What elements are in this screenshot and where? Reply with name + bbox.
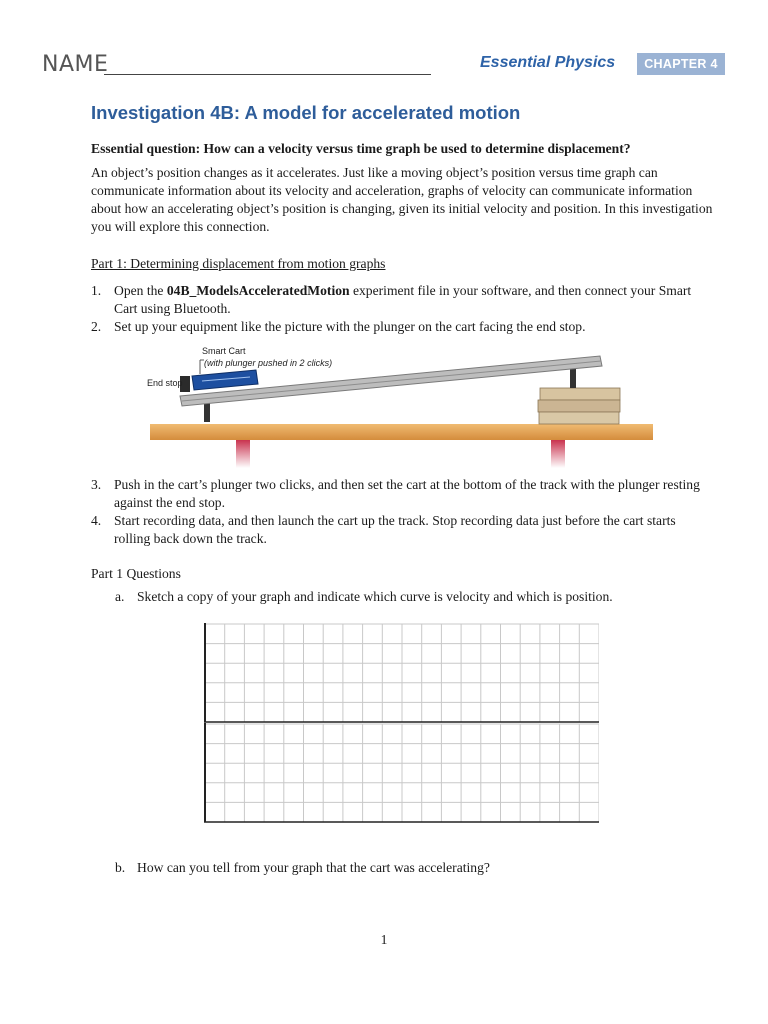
name-line — [104, 74, 431, 75]
part1-questions-heading: Part 1 Questions — [91, 566, 181, 581]
step-text: Start recording data, and then launch the cart up the track. Stop recording data just before the cart starts rolling back down the track. — [114, 513, 676, 546]
part1-heading: Part 1: Determining displacement from motion graphs — [91, 256, 386, 271]
smart-cart — [192, 370, 258, 390]
table-leg — [551, 440, 565, 468]
essential-question: Essential question: How can a velocity versus time graph be used to determine displacement? — [91, 141, 631, 156]
step-text: Push in the cart’s plunger two clicks, and then set the cart at the bottom of the track with the plunger resting against the end stop. — [114, 477, 700, 510]
table-top — [150, 424, 653, 440]
question-text: How can you tell from your graph that the cart was accelerating? — [137, 860, 490, 875]
track-support — [570, 368, 576, 388]
step-text: Set up your equipment like the picture with the plunger on the cart facing the end stop. — [114, 319, 586, 334]
step-number: 1. — [91, 283, 102, 298]
brand-title: Essential Physics — [480, 54, 616, 71]
chapter-badge: CHAPTER 4 — [637, 53, 725, 75]
table-leg — [236, 440, 250, 468]
question-letter: b. — [115, 860, 126, 875]
sketch-grid-upper[interactable] — [203, 623, 599, 725]
name-label: NAME — [42, 52, 109, 77]
step-number: 4. — [91, 513, 102, 528]
end-stop-label: End stop — [147, 378, 183, 388]
question-letter: a. — [115, 589, 125, 604]
cart-label: Smart Cart — [202, 346, 246, 356]
step-text: Open the 04B_ModelsAcceleratedMotion experiment file in your software, and then connect your Smart Cart using Bluetooth. — [114, 283, 692, 316]
page-title: Investigation 4B: A model for accelerated motion — [91, 102, 521, 123]
books-stack — [538, 388, 620, 424]
intro-paragraph: An object’s position changes as it accelerates. Just like a moving object’s position versus time graph can communicate information about its velocity and acceleration, graphs of velocity can communicate information about how an accelerating object’s position is changing, given its initial velocity and position. In this investigation you will explore this connection. — [91, 165, 713, 234]
step-number: 2. — [91, 319, 102, 334]
sketch-grid-lower[interactable] — [203, 723, 599, 825]
equipment-figure — [140, 340, 660, 468]
experiment-file-name: 04B_ModelsAcceleratedMotion — [166, 283, 350, 298]
cart-sublabel: (with plunger pushed in 2 clicks) — [204, 358, 333, 368]
step-number: 3. — [91, 477, 102, 492]
question-text: Sketch a copy of your graph and indicate which curve is velocity and which is position. — [137, 589, 613, 604]
page-number: 1 — [380, 932, 388, 947]
